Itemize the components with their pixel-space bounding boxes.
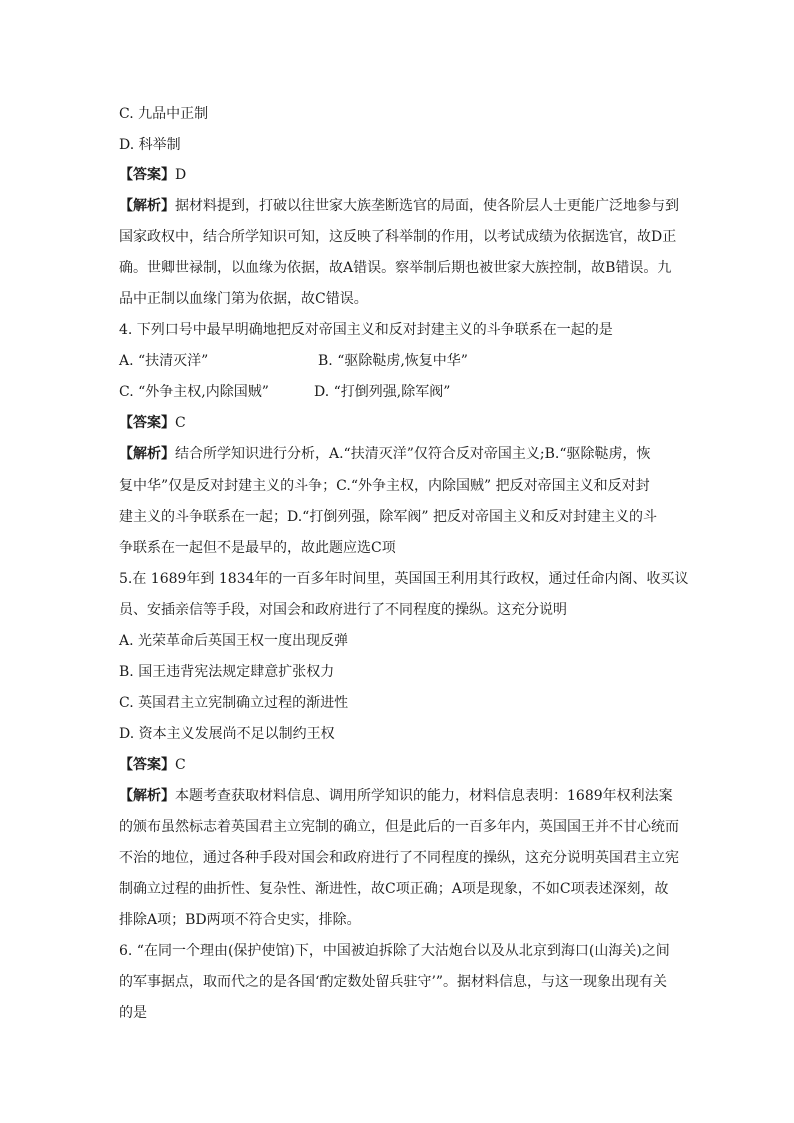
q4-analysis-line: 复中华”仅是反对封建主义的斗争；C.“外争主权，内除国贼” 把反对帝国主义和反对封 (119, 478, 650, 494)
q3-option-d: D. 科举制 (119, 137, 181, 153)
analysis-tag: 【解析】 (119, 788, 175, 804)
analysis-tag: 【解析】 (119, 198, 175, 214)
answer-value: C (175, 415, 186, 431)
q4-answer (119, 414, 679, 432)
q4-analysis-line: 【解析】结合所学知识进行分析，A.“扶清灭洋”仅符合反对帝国主义;B.“驱除鞑虏，恢 (119, 446, 651, 462)
analysis-tag: 【解析】 (119, 446, 175, 462)
q5-option-c: C. 英国君主立宪制确立过程的渐进性 (119, 695, 349, 711)
answer-tag: 【答案】 (119, 167, 175, 183)
q5-option-b: B. 国王违背宪法规定肆意扩张权力 (119, 664, 335, 680)
q4-option-b: B. “驱除鞑虏,恢复中华” (318, 353, 468, 369)
q6-stem-line: 的是 (119, 1005, 147, 1021)
q3-analysis-line: 品中正制以血缘门第为依据，故C错误。 (119, 291, 368, 307)
q5-stem-line: 员、安插亲信等手段，对国会和政府进行了不同程度的操纵。这充分说明 (119, 602, 567, 618)
q5-analysis-line: 【解析】本题考查获取材料信息、调用所学知识的能力，材料信息表明：1689年权利法案 (119, 788, 673, 804)
q5-answer (119, 756, 679, 774)
q3-analysis-line: 国家政权中，结合所学知识可知，这反映了科举制的作用，以考试成绩为依据选官，故D正 (119, 229, 677, 245)
answer-tag: 【答案】 (119, 757, 175, 773)
answer-value: C (175, 757, 186, 773)
q5-option-d: D. 资本主义发展尚不足以制约王权 (119, 726, 335, 742)
answer-tag: 【答案】 (119, 415, 175, 431)
q5-analysis-line: 制确立过程的曲折性、复杂性、渐进性，故C项正确；A项是现象，不如C项表述深刻，故 (119, 881, 669, 897)
q4-option-a: A. “扶清灭洋” (119, 353, 209, 369)
q6-stem-line: 6. “在同一个理由(保护使馆)下，中国被迫拆除了大沽炮台以及从北京到海口(山海关)之间 (119, 943, 670, 959)
q3-analysis-line: 确。世卿世禄制，以血缘为依据，故A错误。察举制后期也被世家大族控制，故B错误。九 (119, 260, 672, 276)
q5-option-a: A. 光荣革命后英国王权一度出现反弹 (119, 633, 349, 649)
q6-stem-line: 的军事据点，取而代之的是各国‘酌定数处留兵驻守’”。据材料信息，与这一现象出现有关 (119, 974, 668, 990)
q4-analysis-line: 争联系在一起但不是最早的，故此题应选C项 (119, 540, 396, 556)
q4-option-c: C. “外争主权,内除国贼” (119, 384, 269, 400)
answer-value: D (175, 167, 187, 183)
q4-analysis-line: 建主义的斗争联系在一起；D.“打倒列强，除军阀” 把反对帝国主义和反对封建主义的斗 (119, 509, 657, 525)
q4-option-d: D. “打倒列强,除军阀” (314, 384, 451, 400)
q3-option-c: C. 九品中正制 (119, 106, 209, 122)
q3-analysis-line: 【解析】据材料提到，打破以往世家大族垄断选官的局面，使各阶层人士更能广泛地参与到 (119, 198, 679, 214)
q5-analysis-line: 的颁布虽然标志着英国君主立宪制的确立，但是此后的一百多年内，英国国王并不甘心统而 (119, 819, 679, 835)
q5-stem-line: 5.在 1689年到 1834年的一百多年时间里，英国国王利用其行政权，通过任命内阁、收买议 (119, 571, 689, 587)
q3-answer (119, 166, 679, 184)
q5-analysis-line: 不治的地位，通过各种手段对国会和政府进行了不同程度的操纵，这充分说明英国君主立宪 (119, 850, 679, 866)
q5-analysis-line: 排除A项；BD两项不符合史实，排除。 (119, 912, 361, 928)
q4-stem: 4. 下列口号中最早明确地把反对帝国主义和反对封建主义的斗争联系在一起的是 (119, 322, 613, 338)
